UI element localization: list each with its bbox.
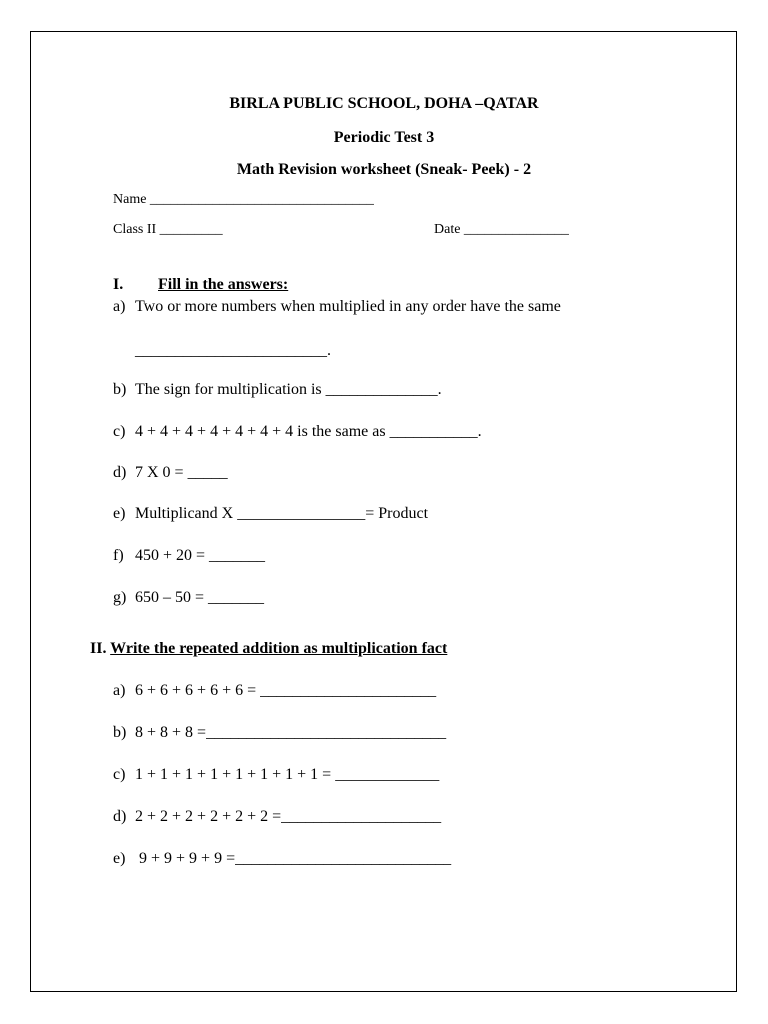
- date-field: Date _______________: [434, 222, 569, 237]
- section-1-heading: [113, 276, 288, 294]
- section-1-number: I.: [113, 276, 124, 293]
- list-item: b) The sign for multiplication is ______________.: [113, 381, 442, 398]
- answer-line: ________________________.: [135, 342, 331, 359]
- list-item: g) 650 – 50 = _______: [113, 589, 265, 606]
- section-2-number: II.: [90, 640, 107, 657]
- list-item: e) 9 + 9 + 9 + 9 =___________________________: [113, 850, 452, 867]
- name-field: Name ________________________________: [113, 192, 374, 207]
- school-name: BIRLA PUBLIC SCHOOL, DOHA –QATAR: [229, 95, 539, 112]
- list-item: e) Multiplicand X ________________= Product: [113, 505, 429, 522]
- test-name: Periodic Test 3: [333, 129, 435, 146]
- list-item: a) 6 + 6 + 6 + 6 + 6 = ______________________: [113, 682, 437, 699]
- list-item: d) 7 X 0 = _____: [113, 464, 228, 481]
- list-item: c) 4 + 4 + 4 + 4 + 4 + 4 + 4 is the same as ___________.: [113, 423, 482, 440]
- list-item: d) 2 + 2 + 2 + 2 + 2 + 2 =____________________: [113, 808, 442, 825]
- section-2-title: Write the repeated addition as multiplication fact: [110, 640, 448, 657]
- list-item: b) 8 + 8 + 8 =______________________________: [113, 724, 447, 741]
- list-item: f) 450 + 20 = _______: [113, 547, 266, 564]
- section-1-title: Fill in the answers:: [158, 276, 289, 293]
- list-item: c) 1 + 1 + 1 + 1 + 1 + 1 + 1 + 1 = _____________: [113, 766, 440, 783]
- worksheet-title: Math Revision worksheet (Sneak- Peek) - 2: [236, 161, 532, 178]
- section-2-heading: [90, 640, 447, 658]
- list-item: a) Two or more numbers when multiplied in any order have the same: [113, 298, 561, 315]
- class-field: Class II _________: [113, 222, 223, 237]
